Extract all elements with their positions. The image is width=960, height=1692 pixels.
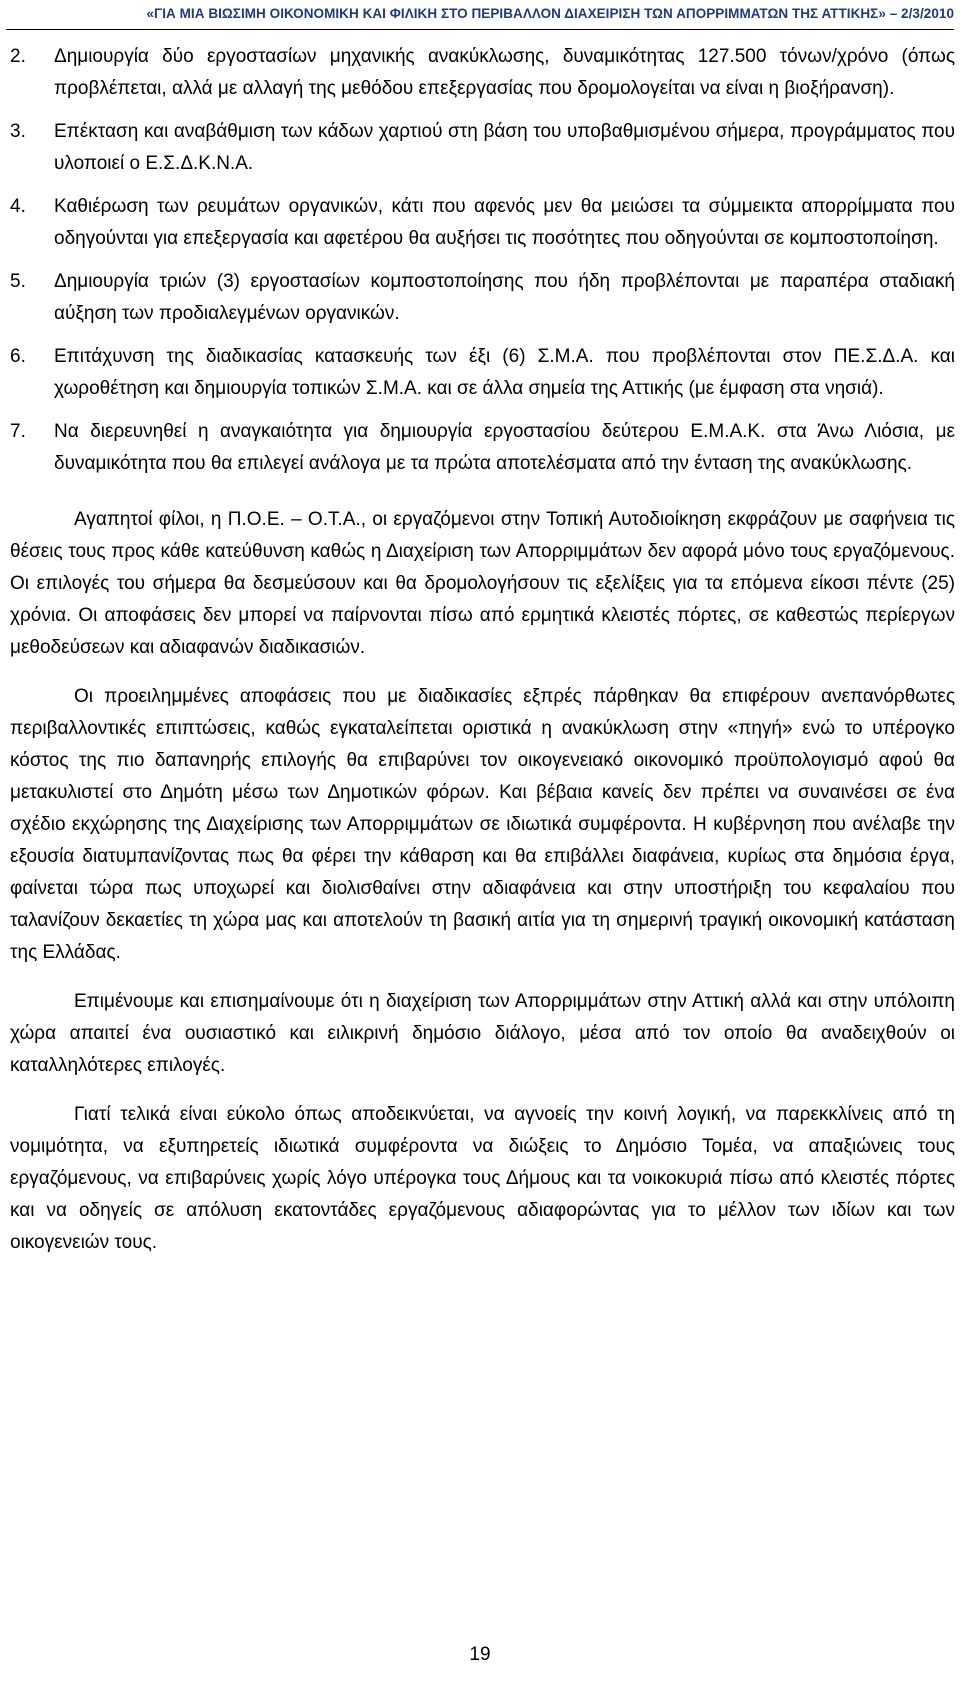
list-item (10, 266, 955, 330)
numbered-list (10, 41, 955, 480)
page-body (10, 41, 955, 1276)
list-item (10, 41, 955, 105)
body-paragraph: Οι προειλημμένες αποφάσεις που με διαδικασίες εξπρές πάρθηκαν θα επιφέρουν ανεπανόρθωτες περιβαλλοντικές επιπτώσεις, καθώς εγκαταλείπεται οριστικά η ανακύκλωση στην «πηγή» ενώ το υπέρογκο κόστος της πιο δαπανηρής επιλογής θα επιβαρύνει τον οικογενειακό οικονομικό προϋπολογισμό αφού θα μετακυλιστεί στο Δημότη μέσω των Δημοτικών φόρων. Και βέβαια κανείς δεν πρέπει να συναινέσει σε ένα σχέδιο εκχώρησης της Διαχείρισης των Απορριμμάτων σε ιδιωτικά συμφέροντα. Η κυβέρνηση που ανέλαβε την εξουσία διατυμπανίζοντας πως θα φέρει την κάθαρση και θα επιβάλλει διαφάνεια, κυρίως στα δημόσια έργα, φαίνεται τώρα πως υποχωρεί και διολισθαίνει στην αδιαφάνεια και στην υποστήριξη του κεφαλαίου που ταλανίζουν δεκαετίες τη χώρα μας και αποτελούν τη βασική αιτία για τη σημερινή τραγική οικονομική κατάσταση της Ελλάδας. (10, 686, 955, 963)
list-item-number: 2. (10, 46, 26, 67)
list-item-number: 3. (10, 121, 26, 142)
list-item-number: 7. (10, 421, 26, 442)
header-divider (6, 29, 954, 30)
list-item (10, 191, 955, 255)
list-item (10, 341, 955, 405)
list-item-number: 5. (10, 271, 26, 292)
body-paragraph: Γιατί τελικά είναι εύκολο όπως αποδεικνύεται, να αγνοείς την κοινή λογική, να παρεκκλίνεις από τη νομιμότητα, να εξυπηρετείς ιδιωτικά συμφέροντα να διώξεις το Δημόσιο Τομέα, να απαξιώνεις τους εργαζόμενους, να επιβαρύνεις χωρίς λόγο υπέρογκα τους Δήμους και τα νοικοκυριά πίσω από κλειστές πόρτες και να οδηγείς σε απόλυση εκατοντάδες εργαζόμενους αδιαφορώντας για το μέλλον των ιδίων και των οικογενειών τους. (10, 1104, 955, 1253)
running-header: «ΓΙΑ ΜΙΑ ΒΙΩΣΙΜΗ ΟΙΚΟΝΟΜΙΚΗ ΚΑΙ ΦΙΛΙΚΗ ΣΤΟ ΠΕΡΙΒΑΛΛΟΝ ΔΙΑΧΕΙΡΙΣΗ ΤΩΝ ΑΠΟΡΡΙΜΜΑΤΩΝ ΤΗΣ ΑΤΤΙΚΗΣ» – 2/3/2010 (146, 6, 954, 21)
list-item-number: 4. (10, 196, 26, 217)
page-number: 19 (469, 1644, 491, 1665)
list-item-text: Να διερευνηθεί η αναγκαιότητα για δημιουργία εργοστασίου δεύτερου Ε.Μ.Α.Κ. στα Άνω Λιόσια, με δυναμικότητα που θα επιλεγεί ανάλογα με τα πρώτα αποτελέσματα από την ένταση της ανακύκλωσης. (54, 421, 955, 474)
list-item-text: Δημιουργία τριών (3) εργοστασίων κομποστοποίησης που ήδη προβλέπονται με παραπέρα σταδιακή αύξηση των προδιαλεγμένων οργανικών. (54, 271, 955, 324)
body-paragraph: Αγαπητοί φίλοι, η Π.Ο.Ε. – Ο.Τ.Α., οι εργαζόμενοι στην Τοπική Αυτοδιοίκηση εκφράζουν με σαφήνεια τις θέσεις τους προς κάθε κατεύθυνση καθώς η Διαχείριση των Απορριμμάτων δεν αφορά μόνο τους εργαζόμενους. Οι επιλογές του σήμερα θα δεσμεύσουν και θα δρομολογήσουν τις εξελίξεις για τα επόμενα είκοσι πέντε (25) χρόνια. Οι αποφάσεις δεν μπορεί να παίρνονται πίσω από ερμητικά κλειστές πόρτες, σε καθεστώς περίεργων μεθοδεύσεων και αδιαφανών διαδικασιών. (10, 509, 955, 658)
body-paragraph: Επιμένουμε και επισημαίνουμε ότι η διαχείριση των Απορριμμάτων στην Αττική αλλά και στην υπόλοιπη χώρα απαιτεί ένα ουσιαστικό και ειλικρινή δημόσιο διάλογο, μέσα από τον οποίο θα αναδειχθούν οι καταλληλότερες επιλογές. (10, 991, 955, 1076)
list-item-text: Επιτάχυνση της διαδικασίας κατασκευής των έξι (6) Σ.Μ.Α. που προβλέπονται στον ΠΕ.Σ.Δ.Α. και χωροθέτηση και δημιουργία τοπικών Σ.Μ.Α. και σε άλλα σημεία της Αττικής (με έμφαση στα νησιά). (54, 346, 955, 399)
list-item-text: Καθιέρωση των ρευμάτων οργανικών, κάτι που αφενός μεν θα μειώσει τα σύμμεικτα απορρίμματα που οδηγούνται για επεξεργασία και αφετέρου θα αυξήσει τις ποσότητες που οδηγούνται σε κομποστοποίηση. (54, 196, 955, 249)
list-item-text: Δημιουργία δύο εργοστασίων μηχανικής ανακύκλωσης, δυναμικότητας 127.500 τόνων/χρόνο (όπως προβλέπεται, αλλά με αλλαγή της μεθόδου επεξεργασίας που δρομολογείται να είναι η βιοξήρανση). (54, 46, 955, 99)
list-item (10, 416, 955, 480)
list-item-text: Επέκταση και αναβάθμιση των κάδων χαρτιού στη βάση του υποβαθμισμένου σήμερα, προγράμματος που υλοποιεί ο Ε.Σ.Δ.Κ.Ν.Α. (54, 121, 955, 174)
list-item-number: 6. (10, 346, 26, 367)
list-item (10, 116, 955, 180)
